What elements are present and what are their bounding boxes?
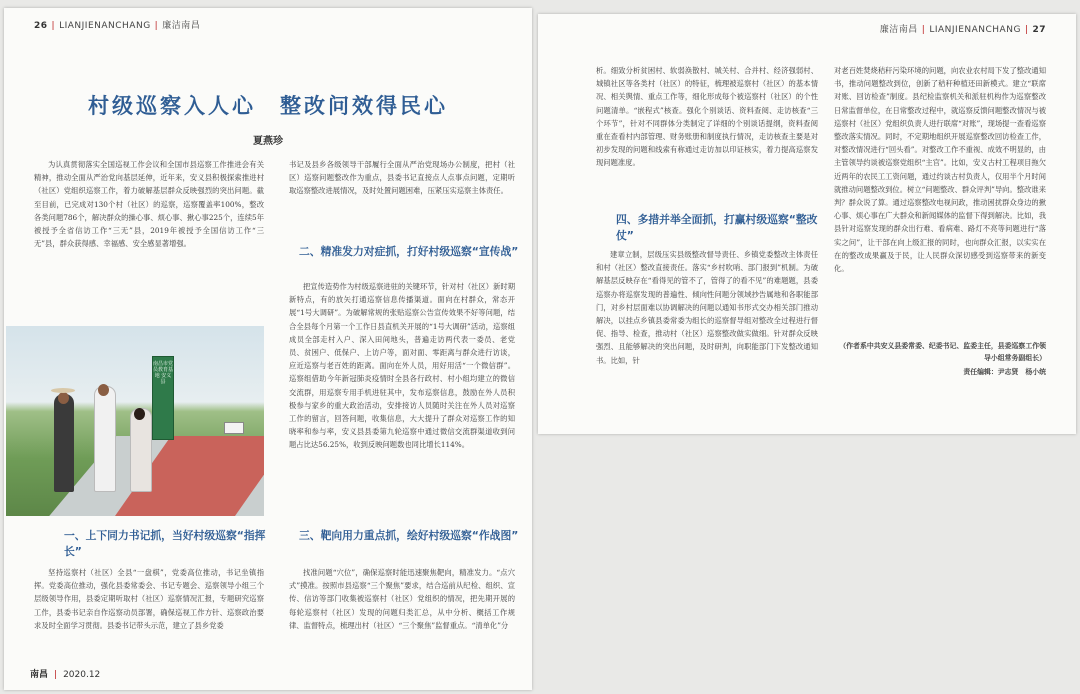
section-4-title: 四、多措并举全面抓，打赢村级巡察“整改仗”	[616, 213, 818, 242]
right-col1-text: 析。细致分析贫困村、软弱涣散村、城关村、合并村、经济强弱村、城镇社区等各类村（社区）的特征，梳理被巡察村（社区）的基本情况、相关舆情、重点工作等，细化形成每个被巡察村（社区）的个性问题清单。“嵌程式”核查。强化个别谈话、资料查阅、走访核查“三个环节”，针对不同群体分类制定了详细的个别谈话提纲，资料查阅重在查看村内部管理、财务账册和制度执行情况，走访核查主要是对初步发现的问题和线索有称通过走访加以印证核实，着力提高巡察发现问题准度。	[596, 66, 818, 168]
section-3-text: 找准问题“穴位”，确保巡察时能迅速聚焦靶向，精准发力。“点穴式”摸准。按照市县巡察“三个聚焦”要求，结合巡前从纪检、组织、宣传、信访等部门收集被巡察村（社区）党组织的情况，把先期开展的每轮巡察村（社区）发现的问题归类汇总，从中分析、概括工作规律、监督特点，梳理出村（社区）“三个聚焦”监督重点。“清单化”分	[289, 568, 515, 630]
magazine-name-right: LIANJIENANCHANG	[929, 25, 1021, 35]
right-col2-text: 对老百姓焚烧秸秆污染环境的问题，向农业农村局下发了整改通知书，推动问题整改到位，创新了秸秆种植还田新模式。建立“联席对账、回访检查”制度。县纪检监察机关和派驻机构作为巡察整改日常监督单位，在日常整改过程中，就巡察反馈问题整改情况与被巡察村（社区）党组织负责人进行联席“对账”，现场提一查看巡察整改落实情况。同时，不定期地组织开展巡察整改回访检查工作，对整改情况进行“回头看”。对整改工作不重视、成效不明显的，由主管领导约谈被巡察党组织“主官”。比如，安义古村工程项目拖欠近两年的农民工工资问题，通过约谈古村负责人，仅用半个月时间就推动问题整改到位。树立“问题整改、群众评判”导向。整改谁来判？群众说了算。通过巡察整改电视问政，推动困扰群众身边的揪心事、烦心事在广大群众和新闻媒体的监督下得到解决。比如，我县针对巡察发现的群众出行难、看病难、路灯不亮等问题进行“落实之问”，让干部在向上级汇报的同时，也向群众汇报，以实实在在的整改成果赢及于民，让人民群众深切感受到巡察带来的新变化。	[834, 66, 1046, 274]
section-1-title: 一、上下同力书记抓，当好村级巡察“指挥长”	[64, 529, 266, 558]
author-note: （作者系中共安义县委常委、纪委书记、监委主任，县委巡察工作领导小组常务副组长） 责任编辑：尹志贤 杨小统	[839, 342, 1046, 376]
column-name-right: 廉洁南昌	[879, 25, 918, 35]
article-photo	[6, 326, 264, 516]
left-page-footer: 南昌 | 2020.12	[30, 670, 101, 680]
car	[224, 422, 244, 434]
footer-magazine-name: 南昌	[30, 670, 49, 680]
person-2	[94, 386, 116, 492]
section-1-text: 坚持巡察村（社区）全县“一盘棋”，党委高位推动，书记坐镇指挥。党委高位推动，强化县委常委会、书记专题会、巡察领导小组三个层级领导作用，县委定期听取村（社区）巡察情况汇报，专题研究巡察工作，县委书记亲自作巡察动员部署，确保巡视工作方针、巡察政治要求及时全面学习贯彻。县委书记带头示范，建立了县乡党委	[34, 568, 264, 630]
article-author: 夏燕珍	[253, 136, 283, 147]
right-page	[538, 14, 1076, 434]
person-1	[54, 394, 74, 492]
article-title: 村级巡察入人心 整改问效得民心	[88, 94, 448, 118]
section-3-title: 三、靶向用力重点抓，绘好村级巡察“作战图”	[299, 529, 519, 542]
page-number-right: 27	[1032, 25, 1046, 35]
right-page-header: 廉洁南昌 | LIANJIENANCHANG | 27	[879, 25, 1046, 35]
magazine-name-left: LIANJIENANCHANG	[59, 21, 151, 31]
left-page	[4, 8, 532, 690]
footer-issue: 2020.12	[63, 670, 101, 680]
page-number-left: 26	[34, 21, 48, 31]
left-page-header: 26 | LIANJIENANCHANG | 廉洁南昌	[34, 21, 201, 31]
section-2-text: 把宣传造势作为村级巡察进驻的关键环节，针对村（社区）新时期新特点，有的放矢打通巡察信息传播渠道。面向在村群众，常态开展“1号大调研”。为破解常规的张贴巡察公告宣传效果不好等问题，结合全县每个月第一个工作日县直机关开展的“1号大调研”活动，巡察组成员全部走村入户、深入田间地头，普遍走访两代表一委员、老党员、贫困户、低保户、上访户等，面对面、零距离与群众进行访谈，应近巡察与老百姓的距离。面向在外人员，用好用活“一个微信群”。巡察组借助今年新冠肺炎疫情时全县各行政村、村小组均建立的微信交流群，用巡察专用手机进驻其中，发布巡察信息，鼓励在外人员积极参与家乡的重大政治活动，安排接访人员随时关注在外人员对巡察工作的留言，回答问题，收集信息，大大提升了群众对巡察工作的知晓率和参与率，安义县县委第九轮巡察中通过微信交流群渠道收到问题占比达56.25%，收到反映问题数也同比增长114%。	[289, 282, 515, 450]
section-4-text: 建章立制，层级压实县级整改督导责任、乡镇党委整改主体责任和村（社区）整改直接责任。落实“乡村吹哨、部门报到”机制。为破解基层反映存在“看得见的管不了，管得了的看不见”的难题题，县委巡察办将巡察发现的普遍性、倾向性问题分领域抄告属地和各职能部门，对乡村层面难以协调解决的问题以通知书形式交办相关部门推动解决，以挂点乡镇县委常委为组长的巡察督导组对整改全过程进行督促、指导、检查，推动村（社区）巡察整改做实做细。针对群众反映强烈、且能够解决的突出问题，及时研判，向职能部门下发整改通知书。比如，针	[596, 250, 818, 365]
editor-line: 责任编辑：尹志贤 杨小统	[963, 368, 1046, 376]
col2-intro-text: 书记及县乡各级领导干部履行全面从严治党现场办公制度，把村（社区）巡察问题整改作为重点，县委书记直接点人点事点问题，定期听取巡察整改进展情况，及时处置问题困难，压紧压实巡察主体责任。	[289, 160, 515, 196]
intro-paragraph: 为认真贯彻落实全国巡视工作会议和全国市县巡察工作推进会有关精神，推动全面从严治党向基层延伸，近年来，安义县积极探索推进村（社区）党组织巡察工作，着力破解基层群众反映强烈的突出问题。截至目前，已完成对130个村（社区）的巡察，巡察覆盖率100%，整改各类问题786个，解决群众的操心事、烦心事、揪心事225个，连续5年被授予全省信访工作“三无”县，2019年被授予全国信访工作“三无”县，群众获得感、幸福感、安全感显著增强。	[34, 160, 264, 249]
column-name-left: 廉洁南昌	[162, 21, 201, 31]
person-3	[130, 408, 152, 492]
education-base-sign: 南昌市党员教育基地 安义县	[152, 356, 174, 440]
section-2-title: 二、精准发力对症抓，打好村级巡察“宣传战”	[299, 245, 519, 258]
